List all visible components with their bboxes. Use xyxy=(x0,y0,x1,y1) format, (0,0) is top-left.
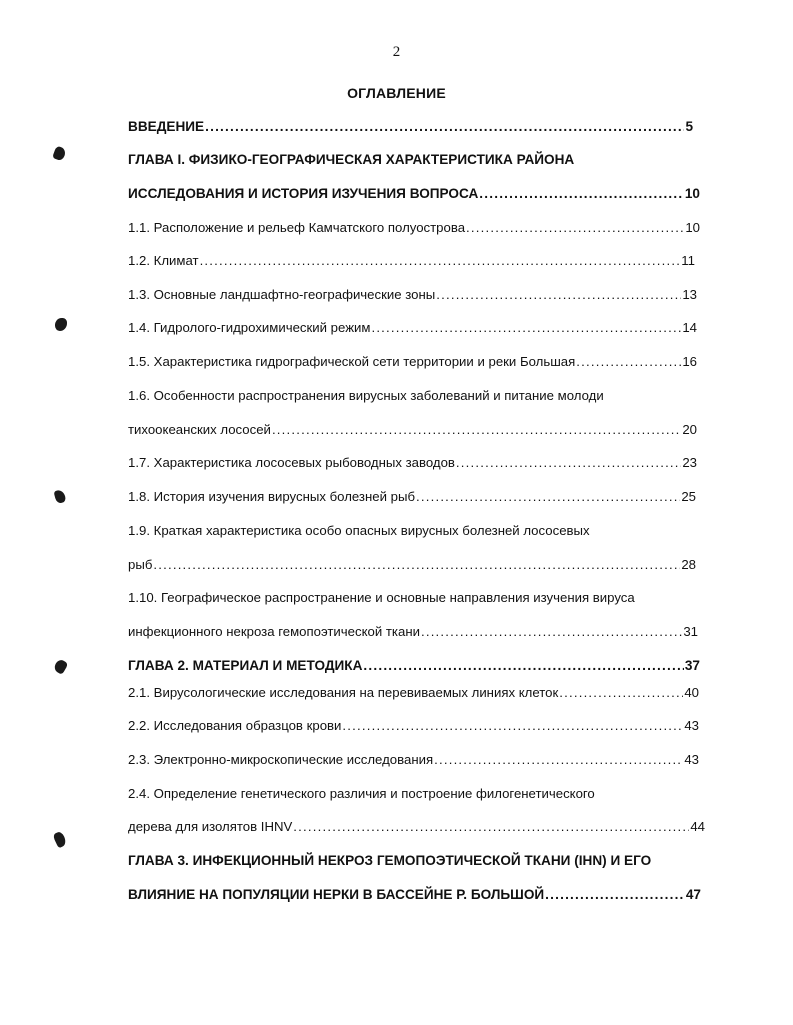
toc-entry-page: 43 xyxy=(684,752,699,767)
toc-leader xyxy=(342,717,683,735)
toc-title: ОГЛАВЛЕНИЕ xyxy=(347,85,446,101)
toc-entry-1-4 xyxy=(128,319,697,337)
toc-entry-text: 2.1. Вирусологические исследования на перевиваемых линиях клеток xyxy=(128,685,559,700)
toc-entry-1-6 xyxy=(128,387,698,405)
toc-entry-2-1 xyxy=(128,684,699,702)
toc-entry-page: 37 xyxy=(684,658,700,673)
toc-leader xyxy=(545,886,685,904)
toc-entry-text: ГЛАВА 3. ИНФЕКЦИОННЫЙ НЕКРОЗ ГЕМОПОЭТИЧЕСКОЙ ТКАНИ (IHN) И ЕГО xyxy=(128,853,652,868)
toc-entry-1-2 xyxy=(128,252,695,270)
toc-entry-page: 16 xyxy=(682,354,697,369)
toc-leader xyxy=(371,319,681,337)
toc-entry-text: рыб xyxy=(128,557,153,572)
toc-leader xyxy=(436,286,681,304)
toc-entry-2-4 xyxy=(128,785,699,803)
toc-entry-page: 13 xyxy=(682,287,697,302)
toc-entry-page: 10 xyxy=(684,186,700,201)
toc-entry-text: ВЛИЯНИЕ НА ПОПУЛЯЦИИ НЕРКИ В БАССЕЙНЕ Р. БОЛЬШОЙ xyxy=(128,887,545,902)
toc-leader xyxy=(559,684,683,702)
toc-entry-text: дерева для изолятов IHNV xyxy=(128,819,293,834)
toc-leader xyxy=(205,118,684,136)
toc-leader xyxy=(363,657,683,675)
toc-entry-page: 40 xyxy=(684,685,699,700)
toc-entry-text: ГЛАВА I. ФИЗИКО-ГЕОГРАФИЧЕСКАЯ ХАРАКТЕРИСТИКА РАЙОНА xyxy=(128,152,575,167)
toc-entry-page: 25 xyxy=(681,489,696,504)
toc-entry-2-2 xyxy=(128,717,699,735)
toc-entry-1-1 xyxy=(128,219,700,237)
scan-speck xyxy=(52,658,68,675)
toc-entry-text: 2.4. Определение генетического различия и построение филогенетического xyxy=(128,786,595,801)
toc-leader xyxy=(200,252,681,270)
toc-entry-1-9 xyxy=(128,522,698,540)
toc-entry-text: 1.4. Гидролого-гидрохимический режим xyxy=(128,320,371,335)
toc-entry-chapter-3-cont xyxy=(128,886,701,904)
toc-entry-text: 1.6. Особенности распространения вирусных заболеваний и питание молоди xyxy=(128,388,604,403)
toc-entry-text: ВВЕДЕНИЕ xyxy=(128,119,205,134)
toc-entry-1-6-cont xyxy=(128,421,697,439)
toc-entry-2-3 xyxy=(128,751,699,769)
toc-entry-text: ГЛАВА 2. МАТЕРИАЛ И МЕТОДИКА xyxy=(128,658,363,673)
toc-entry-page: 28 xyxy=(681,557,696,572)
toc-entry-page: 44 xyxy=(690,819,705,834)
toc-leader xyxy=(421,623,682,641)
toc-entry-page: 43 xyxy=(684,718,699,733)
scan-speck xyxy=(52,831,67,849)
toc-entry-1-8 xyxy=(128,488,696,506)
toc-entry-text: 1.2. Климат xyxy=(128,253,199,268)
scan-speck xyxy=(55,318,67,331)
toc-entry-page: 10 xyxy=(685,220,700,235)
toc-leader xyxy=(479,185,684,203)
toc-entry-text: 1.8. История изучения вирусных болезней рыб xyxy=(128,489,415,504)
toc-entry-1-10-cont xyxy=(128,623,698,641)
toc-entry-page: 31 xyxy=(683,624,698,639)
toc-entry-chapter-3 xyxy=(128,852,700,870)
toc-entry-text: 1.10. Географическое распространение и основные направления изучения вируса xyxy=(128,590,635,605)
toc-entry-page: 5 xyxy=(685,119,693,134)
toc-entry-1-5 xyxy=(128,353,697,371)
scan-speck xyxy=(53,489,66,504)
toc-entry-chapter-2 xyxy=(128,657,700,675)
page-number: 2 xyxy=(392,44,401,60)
toc-entry-1-9-cont xyxy=(128,556,696,574)
toc-entry-2-4-cont xyxy=(128,818,705,836)
toc-entry-page: 14 xyxy=(682,320,697,335)
toc-entry-text: 2.2. Исследования образцов крови xyxy=(128,718,342,733)
toc-entry-introduction xyxy=(128,118,693,136)
toc-entry-text: 1.9. Краткая характеристика особо опасных вирусных болезней лососевых xyxy=(128,523,590,538)
scan-speck xyxy=(52,146,67,162)
toc-entry-chapter-1 xyxy=(128,151,698,169)
toc-entry-page: 23 xyxy=(682,455,697,470)
toc-entry-text: 2.3. Электронно-микроскопические исследования xyxy=(128,752,434,767)
toc-leader xyxy=(416,488,680,506)
toc-leader xyxy=(466,219,684,237)
toc-entry-text: 1.5. Характеристика гидрографической сети территории и реки Большая xyxy=(128,354,576,369)
toc-leader xyxy=(434,751,683,769)
toc-entry-chapter-1-cont xyxy=(128,185,700,203)
toc-entry-page: 47 xyxy=(685,887,701,902)
toc-entry-text: ИССЛЕДОВАНИЯ И ИСТОРИЯ ИЗУЧЕНИЯ ВОПРОСА xyxy=(128,186,479,201)
toc-leader xyxy=(576,353,681,371)
toc-entry-text: 1.7. Характеристика лососевых рыбоводных заводов xyxy=(128,455,455,470)
toc-entry-text: 1.1. Расположение и рельеф Камчатского полуострова xyxy=(128,220,466,235)
toc-entry-1-10 xyxy=(128,589,703,607)
toc-entry-text: инфекционного некроза гемопоэтической ткани xyxy=(128,624,420,639)
toc-leader xyxy=(293,818,689,836)
toc-entry-text: 1.3. Основные ландшафтно-географические зоны xyxy=(128,287,436,302)
toc-entry-page: 11 xyxy=(681,253,695,268)
toc-leader xyxy=(153,556,680,574)
toc-entry-1-3 xyxy=(128,286,697,304)
toc-leader xyxy=(272,421,681,439)
toc-entry-text: тихоокеанских лососей xyxy=(128,422,271,437)
toc-leader xyxy=(456,454,681,472)
toc-entry-page: 20 xyxy=(682,422,697,437)
toc-entry-1-7 xyxy=(128,454,697,472)
